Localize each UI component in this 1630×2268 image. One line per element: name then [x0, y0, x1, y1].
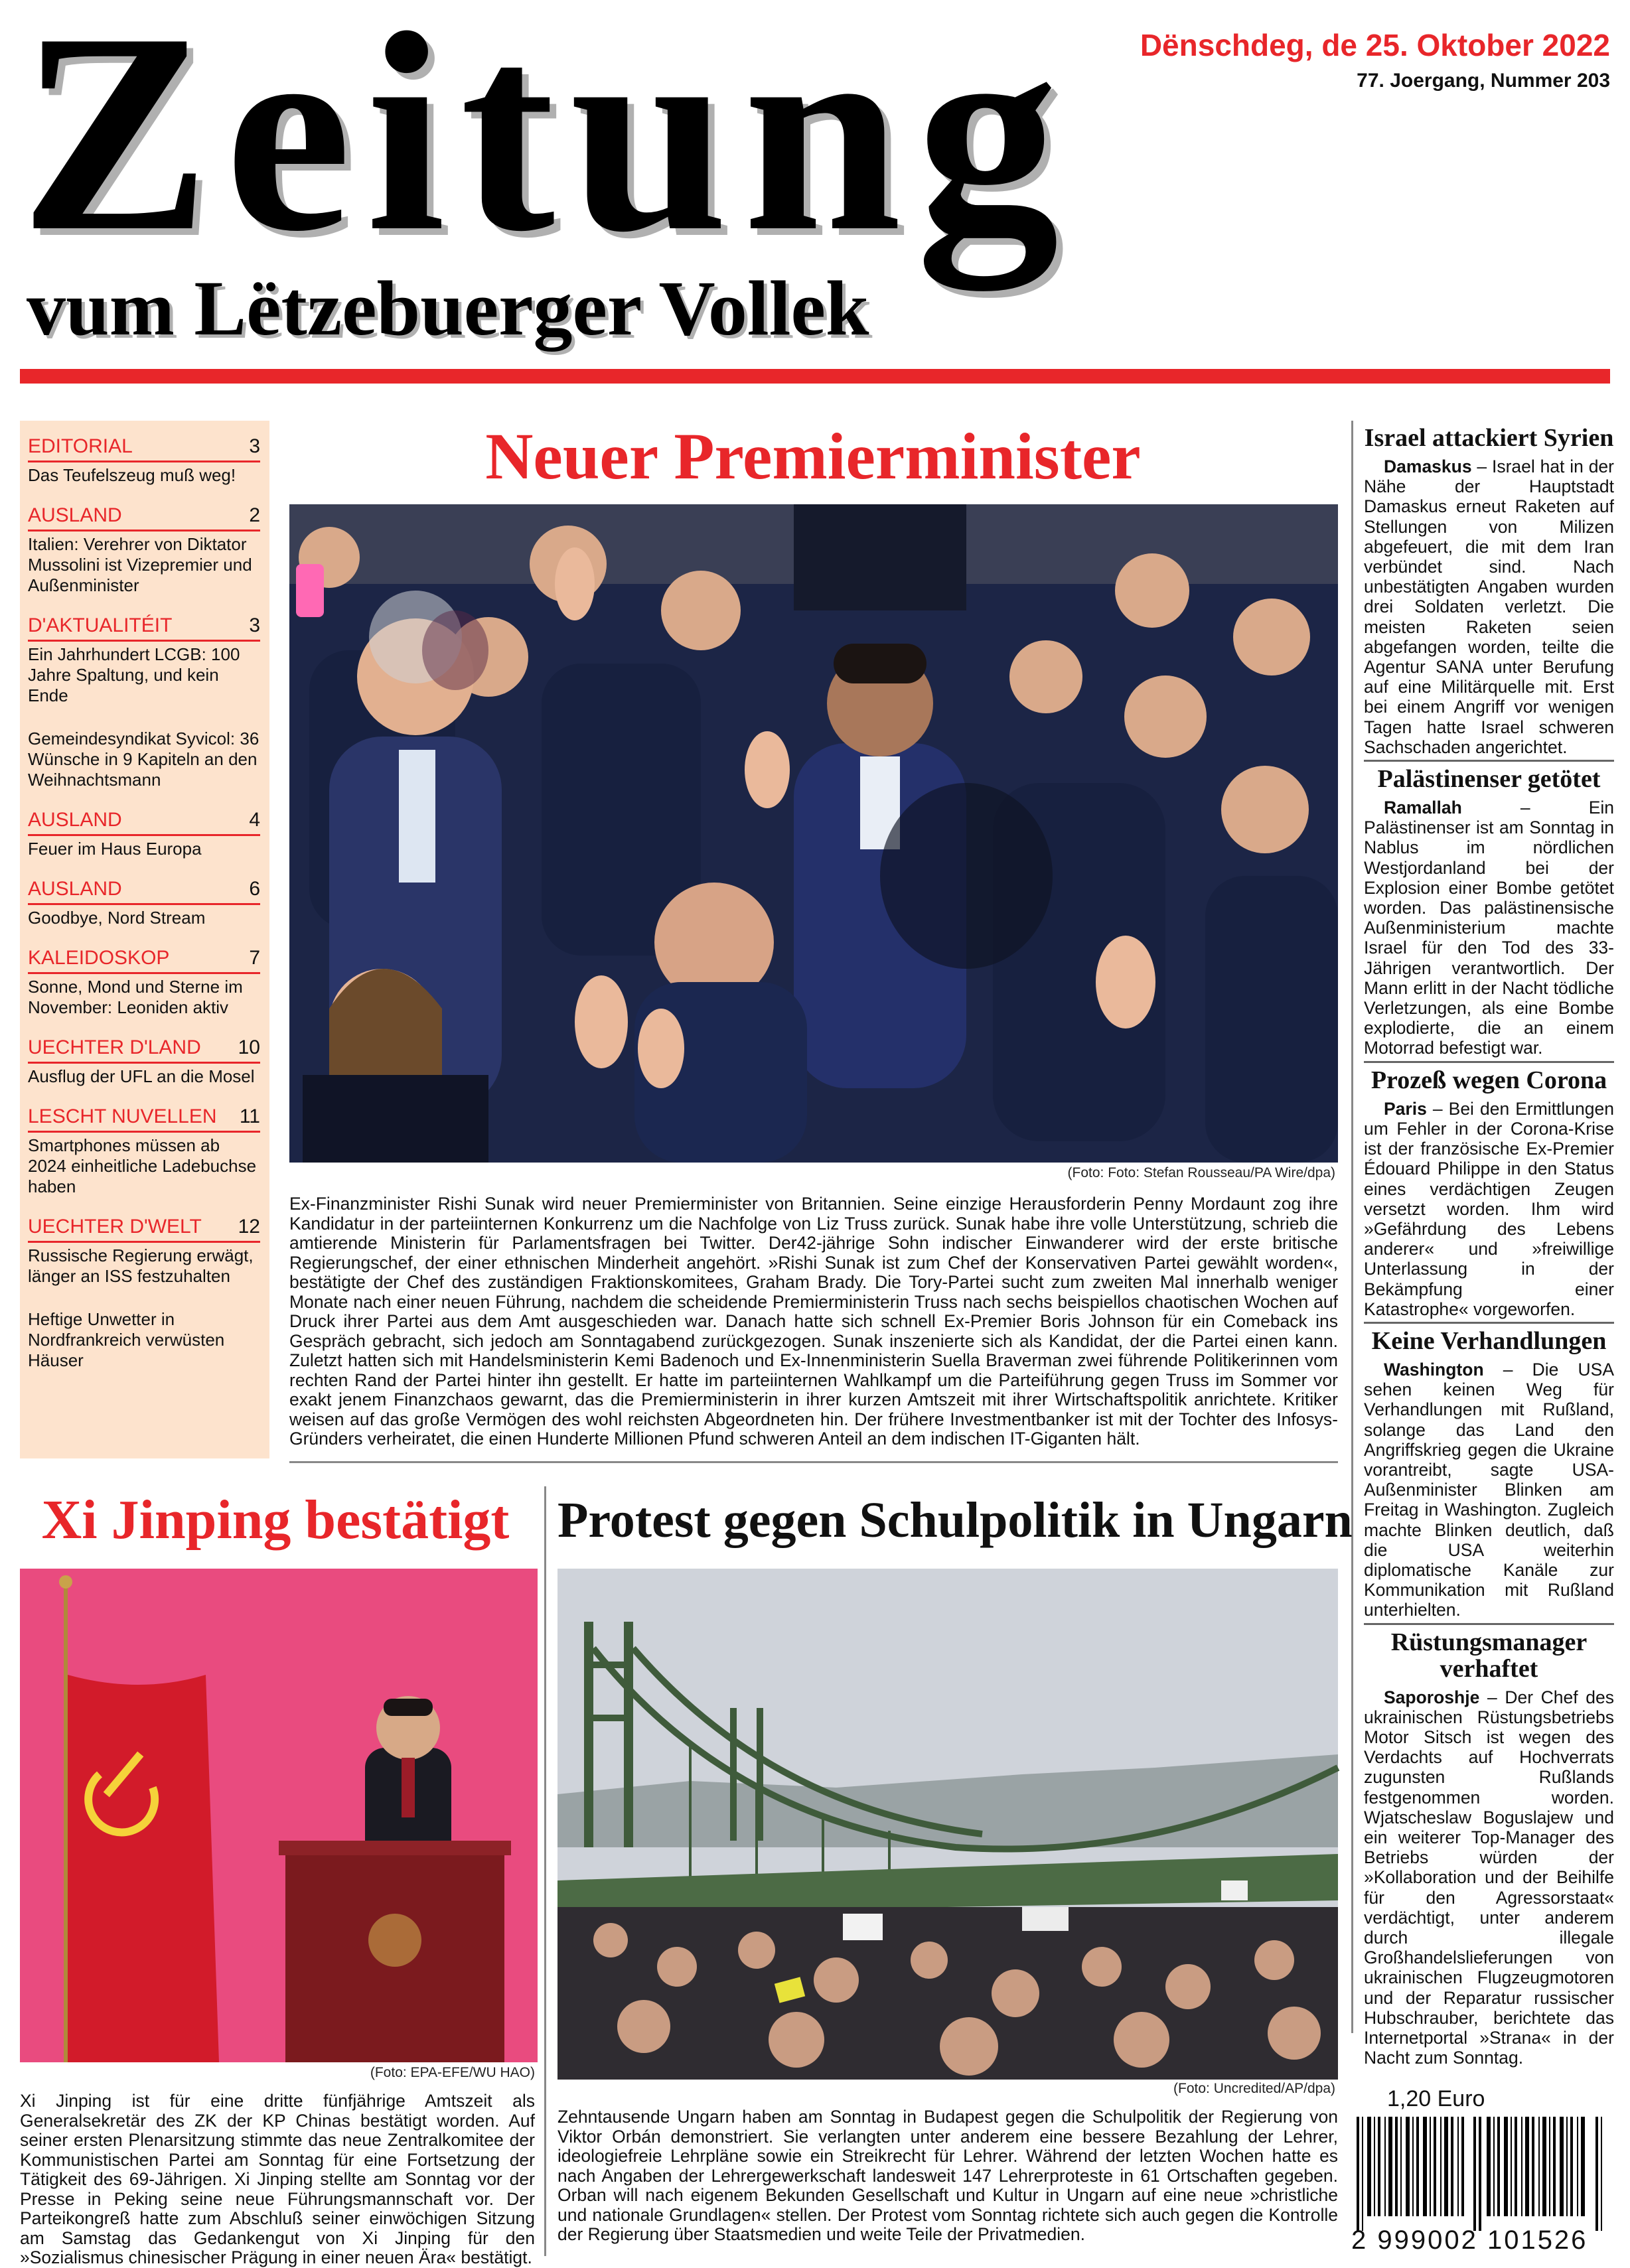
brief-divider	[1364, 760, 1614, 762]
brief-title: Prozeß wegen Corona	[1371, 1066, 1607, 1094]
toc-description: Gemeindesyndikat Syvicol: 36 Wünsche in 9 Kapiteln an den Weihnachtsmann	[28, 729, 259, 790]
brief-body: – Israel hat in der Nähe der Hauptstadt Damaskus erneut Raketen auf Stellungen von Milizen abgefeuert, die mit dem Iran verbündet sind. Nach unbestätigten Angaben wurden drei Soldaten verletzt. Die meisten Raketen seien abgefangen worden, teilte die Agentur SANA unter Berufung auf eine Militärquelle mit. Erst bei einem Angriff vor wenigen Tagen hatte Israel schweren Sachschaden angerichtet.	[1364, 457, 1614, 757]
toc-description: Sonne, Mond und Sterne im November: Leoniden aktiv	[28, 977, 243, 1017]
toc-description: Smartphones müssen ab 2024 einheitliche Ladebuchse haben	[28, 1135, 257, 1196]
brief-place: Ramallah	[1384, 798, 1462, 818]
xi-article-body: Xi Jinping ist für eine dritte fünfjährige Amtszeit als Generalsekretär des ZK der KP Chinas bestätigt worden. Auf seiner ersten Plenarsitzung stimmte das neue Zentralkomitee der Kommunistischen Partei am Sonntag für eine Fortsetzung der Tätigkeit des 69-Jährigen. Xi Jinping stellte am Sonntag vor der Presse in Peking seine neue Führungsmannschaft vor. Der Parteikongreß hatte zum Abschluß seiner einwöchigen Sitzung am Samstag das Gedankengut von Xi Jinping für den »Sozialismus chinesischer Prägung in einer neuen Ära« bestätigt.	[20, 2091, 535, 2267]
toc-description: Italien: Verehrer von Diktator Mussolini ist Vizepremier und Außenminister	[28, 534, 252, 595]
toc-page: 3	[249, 614, 260, 636]
toc-page: 2	[249, 504, 260, 526]
xi-photo	[20, 1569, 538, 2062]
issue-number: 77. Joergang, Nummer 203	[1357, 70, 1610, 92]
toc-description: Ein Jahrhundert LCGB: 100 Jahre Spaltung, und kein Ende	[28, 644, 240, 705]
crowd-photo-illustration	[289, 504, 1338, 1163]
brief-title: Keine Verhandlungen	[1371, 1326, 1607, 1355]
toc-item[interactable]	[28, 877, 260, 928]
toc-section: AUSLAND	[28, 504, 122, 526]
toc-description: Heftige Unwetter in Nordfrankreich verwüsten Häuser	[28, 1309, 225, 1370]
brief-body: – Bei den Ermittlungen um Fehler in der Corona-Krise ist der französische Ex-Premier Édouard Philippe in den Status eines verdächtigen Zeugen versetzt worden. Ihm wird »Gefährdung des Lebens anderer« und »freiwillige Unterlassung in der Bekämpfung einer Katastrophe« vorgeworfen.	[1364, 1098, 1614, 1319]
masthead-subtitle: vum Lëtzebuerger Vollek	[27, 265, 869, 352]
brief-place: Damaskus	[1384, 457, 1472, 476]
toc-page: 10	[238, 1036, 260, 1058]
toc-item[interactable]	[28, 434, 260, 486]
brief-body: – Die USA sehen keinen Weg für Verhandlungen mit Rußland, solange das Land den Angriffskrieg gegen die Ukraine vorantreibt, sagte USA-Außenminister Blinken am Freitag in Washington. Zugleich machte Blinken deutlich, daß die USA weiterhin diplomatische Kanäle zur Kommunikation mit Rußland unterhielten.	[1364, 1359, 1614, 1620]
brief-article	[1364, 1629, 1614, 2068]
toc-description: Goodbye, Nord Stream	[28, 908, 206, 928]
xi-headline: Xi Jinping bestätigt	[41, 1489, 510, 1551]
hungary-photo-credit: (Foto: Uncredited/AP/dpa)	[1173, 2081, 1335, 2096]
barcode-number: 2 999002 101526	[1351, 2226, 1588, 2255]
toc-description: Feuer im Haus Europa	[28, 839, 202, 859]
masthead-title: Zeitung	[20, 0, 1074, 291]
table-of-contents	[20, 421, 269, 1458]
toc-description: Russische Regierung erwägt, länger an ISS festzuhalten	[28, 1245, 254, 1286]
masthead-rule	[20, 369, 1610, 384]
lead-headline: Neuer Premierminister	[485, 419, 1141, 493]
xi-photo-credit: (Foto: EPA-EFE/WU HAO)	[370, 2065, 535, 2080]
brief-place: Paris	[1384, 1098, 1427, 1119]
podium-photo-illustration	[20, 1569, 538, 2062]
column-divider	[544, 1486, 546, 2256]
toc-description: Ausflug der UFL an die Mosel	[28, 1066, 255, 1086]
brief-title: Israel attackiert Syrien	[1364, 424, 1614, 452]
brief-article	[1364, 1328, 1614, 1620]
brief-divider	[1364, 1322, 1614, 1324]
toc-section: D'AKTUALITÉIT	[28, 614, 173, 636]
brief-place: Washington	[1384, 1359, 1484, 1380]
toc-page: 11	[239, 1105, 260, 1127]
brief-place: Saporoshje	[1384, 1687, 1480, 1707]
toc-page: 4	[249, 809, 260, 831]
brief-title: Palästinenser getötet	[1377, 765, 1601, 794]
toc-item[interactable]	[28, 1035, 260, 1087]
lead-photo	[289, 504, 1338, 1163]
toc-section: AUSLAND	[28, 878, 122, 900]
lead-article-body: Ex-Finanzminister Rishi Sunak wird neuer Premierminister von Britannien. Seine einzige Herausforderin Penny Mordaunt zog ihre Kandidatur in der parteiinternen Konkurrenz um die Nachfolge von Liz Truss zurück. Sunak habe ihre volle Unterstützung, schrieb die amtierende Ministerin für Parlamentsfragen bei Twitter. Der42-jährige Sohn indischer Einwanderer wird der erste britische Regierungschef, der einer ethnischen Minderheit angehört. »Rishi Sunak ist zum Chef der Konservativen Partei gewählt worden«, bestätigte der Chef des zuständigen Fraktionskomitees, Graham Brady. Die Tory-Partei sucht zum zweiten Mal innerhalb weniger Monate nach einer neuen Führung, nachdem die scheidende Premierministerin Truss nach sechs beispiellos chaotischen Wochen auf Druck ihrer Partei aus dem Amt ausgeschieden war. Danach hatte sich schnell Ex-Premier Boris Johnson für ein Comeback ins Gespräch gebracht, sich jedoch am Sonntagabend zurückgezogen. Sunak inszenierte sich als Kandidat, der die Partei einen kann. Zuletzt hatten sich mit Handelsministerin Kemi Badenoch und Ex-Innenministerin Suella Braverman zwei führende Politikerinnen vom rechten Rand der Partei hinter ihn gestellt. Er hatte im parteiinternen Wahlkampf um die Parteiführung gegen Truss im Sommer vor exakt jenem Finanzchaos gewarnt, das die Premierministerin in ihrer kurzen Amtszeit mit ihrer Wirtschaftspolitik anrichtete. Kritiker weisen auf das große Vermögen des wohl reichsten Abgeordneten hin. Der frühere Investmentbanker ist mit der Tochter des Infosys-Gründers verheiratet, die einen Hunderte Millionen Pfund schweren Anteil an dem indischen IT-Giganten hält.	[289, 1194, 1338, 1449]
brief-divider	[1364, 1061, 1614, 1063]
bridge-protest-photo-illustration	[557, 1569, 1338, 2080]
toc-section: UECHTER D'WELT	[28, 1216, 202, 1238]
toc-item[interactable]	[28, 1104, 260, 1197]
toc-item[interactable]	[28, 946, 260, 1018]
toc-page: 3	[249, 435, 260, 457]
brief-body: – Der Chef des ukrainischen Rüstungsbetriebs Motor Sitsch ist wegen des Verdachts auf Hochverrats zugunsten Rußlands festgenommen worden. Wjatscheslaw Boguslajew und ein weiterer Top-Manager des Betriebs würden der »Kollaboration und der Beihilfe für den Agressorstaat« verdächtigt, unter anderem durch illegale Großhandelslieferungen von ukrainischen Flugzeugmotoren und der Reparatur russischer Hubschrauber, berichtete das Internetportal »Strana« in der Nacht zum Sonntag.	[1364, 1687, 1614, 2068]
brief-divider	[1364, 1623, 1614, 1625]
toc-section: AUSLAND	[28, 809, 122, 831]
hungary-article-body: Zehntausende Ungarn haben am Sonntag in Budapest gegen die Schulpolitik der Regierung von Viktor Orbán demonstriert. Sie verlangten unter anderem eine bessere Bezahlung der Lehrer, ideologiefreie Lehrpläne sowie ein Streikrecht für Lehrer. Während der letzten Wochen hatte es nach Angaben der Lehrergewerkschaft landesweit 147 Lehrerproteste in 61 Ortschaften gegeben. Orban will nach eigenem Bekunden Gesellschaft und Kultur in Ungarn auf eine neue »christliche und nationale Grundlagen« stellen. Der Protest vom Sonntag richtete sich auch gegen die Kontrolle der Regierung über Staatsmedien und weite Teile der Privatmedien.	[557, 2107, 1338, 2244]
toc-item[interactable]	[28, 1214, 260, 1371]
toc-section: LESCHT NUVELLEN	[28, 1105, 217, 1127]
toc-page: 6	[249, 878, 260, 900]
brief-article	[1364, 1067, 1614, 1319]
issue-date: Dënschdeg, de 25. Oktober 2022	[1140, 28, 1610, 62]
news-briefs-column	[1351, 421, 1614, 2068]
price-label: 1,20 Euro	[1387, 2086, 1485, 2111]
toc-item[interactable]	[28, 613, 260, 790]
lead-photo-credit: (Foto: Foto: Stefan Rousseau/PA Wire/dpa)	[1067, 1165, 1335, 1180]
brief-article	[1364, 766, 1614, 1058]
brief-article	[1364, 425, 1614, 757]
toc-description: Das Teufelszeug muß weg!	[28, 465, 236, 485]
barcode-icon	[1354, 2117, 1613, 2231]
toc-page: 7	[249, 947, 260, 969]
toc-section: UECHTER D'LAND	[28, 1036, 201, 1058]
hungary-photo	[557, 1569, 1338, 2080]
toc-section: KALEIDOSKOP	[28, 947, 170, 969]
brief-title: Rüstungsmanager verhaftet	[1390, 1628, 1588, 1683]
toc-item[interactable]	[28, 808, 260, 859]
brief-body: – Ein Palästinenser ist am Sonntag in Nablus im nördlichen Westjordanland bei der Explosion einer Bombe getötet worden. Das palästinensische Außenministerium machte Israel für den Tod des 33-Jährigen verantwortlich. Der Mann erlitt in der Nacht tödliche Verletzungen, als eine Bombe explodierte, die an einem Motorrad befestigt war.	[1364, 798, 1614, 1058]
section-divider	[289, 1461, 1338, 1463]
toc-item[interactable]	[28, 503, 260, 596]
toc-page: 12	[238, 1216, 260, 1238]
toc-section: EDITORIAL	[28, 435, 133, 457]
hungary-headline: Protest gegen Schulpolitik in Ungarn	[557, 1492, 1353, 1548]
